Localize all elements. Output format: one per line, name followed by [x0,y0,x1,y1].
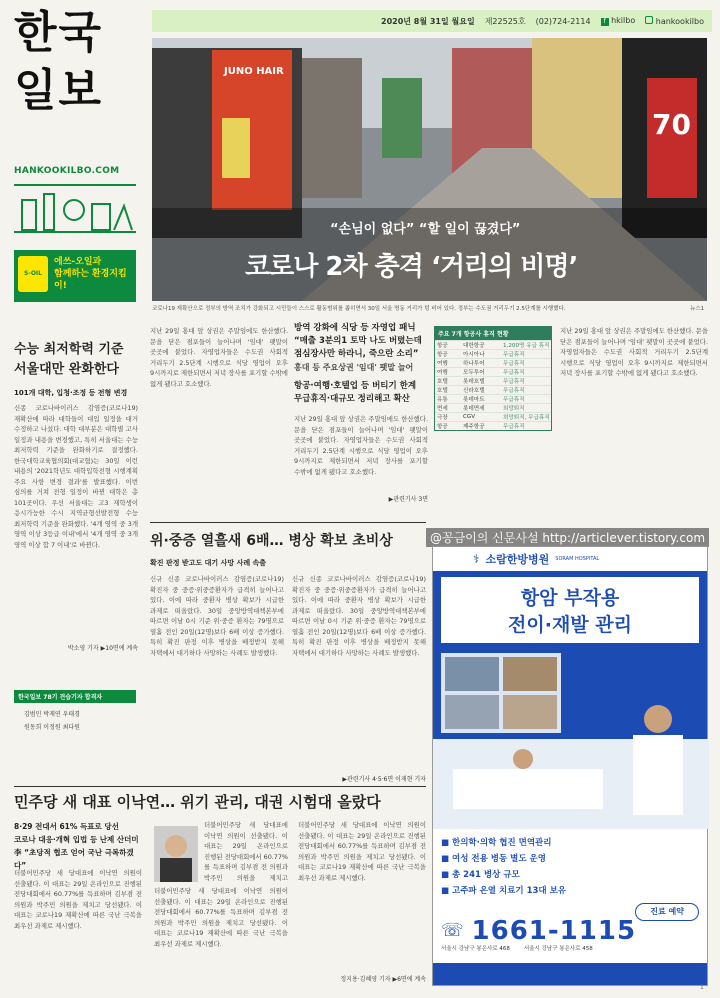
table-cell: 1,200명 유급 휴직 [503,343,550,349]
table-cell: 무급휴직 [503,352,525,358]
sb-line2: “매출 3분의1 토막 나도 버텼는데 [294,336,422,346]
sb-title[interactable]: 방역 강화에 식당 등 자영업 패닉 [294,323,416,333]
hospital-h1: 항암 부작용 [520,587,620,609]
table-cell: 무급휴직 [503,388,525,394]
table-cell: CGV [463,414,476,420]
dateline-bar [152,10,712,32]
photo-caption-text: 코로나19 재확산으로 정부의 방역 조치가 강화되고 시민들이 스스로 활동범위를 좁히면서 30일 서울 명동 거리가 텅 비어 있다. 정부는 수도권 거리두기 2.5단계를 시행했다. [152,306,566,312]
table-cell: 모두투어 [463,370,485,376]
hospital-name: 소람한방병원 [485,553,550,566]
byline-text: 박소영 기자 [67,645,99,652]
facebook-icon: f [601,18,609,26]
icu-byline-text: 이재현 기자 [395,776,426,783]
feature-4: ■ 고주파 온열 치료기 13대 보유 [441,886,566,896]
dem-byline [298,974,426,983]
column-right-body: 지난 29일 홍대 앞 상권은 주말임에도 한산했다. 문을 닫은 점포들이 늘어나며 '임대' 팻말이 곳곳에 붙었다. 자영업자들은 수도권 사회적 거리두기 2.5단계 시행으로 식당 영업이 오후 9시까지로 제한되면서 저녁 장사를 포기할 수밖에 없게 됐다고 호소했다. [560,327,708,377]
masthead-illustration [14,184,136,239]
icu-columns [150,574,426,774]
feature-3-text: 총 241 병상 규모 [452,870,520,880]
divider [150,522,426,523]
table-row [435,349,551,358]
phone-number: (02)724-2114 [535,16,591,26]
feature-2: ■ 여성 전용 병동 별도 운영 [441,854,546,864]
hospital-name-en: SORAM HOSPITAL [555,556,600,562]
hospital-headline [441,577,699,643]
table-cell: 여행 [437,361,448,367]
table-cell: 대한항공 [463,343,485,349]
blog-watermark: @꽁금이의 신문사설 http://articlever.tistory.com [426,528,709,547]
sb-line6: 무급휴직·대규모 정리해고 확산 [294,394,410,404]
table-cell: 무급휴직 [503,397,525,403]
icu-more: ▶관련기사 4·5·6면 [342,776,394,783]
phone-icon: ☏ [441,920,464,941]
hospital-logo-icon: ⚕ [473,552,480,566]
dem-more: ▶6면에 계속 [392,976,426,983]
table-cell: 면세 [437,406,448,412]
table-cell: 무급휴직 [503,424,525,430]
sb-body: 지난 29일 홍대 앞 상권은 주말임에도 한산했다. 문을 닫은 점포들이 늘어나며 '임대' 팻말이 곳곳에 붙었다. 자영업자들은 수도권 사회적 거리두기 2.5단계 시행으로 식당 영업이 오후 9시까지로 제한되면서 저녁 장사를 포기할 수밖에 없게 됐다고 호소했다. [294,415,428,476]
facebook-link[interactable] [601,16,636,26]
article-small-business [294,322,428,503]
table-cell: 호텔 [437,388,448,394]
table-cell: 극장 [437,415,448,421]
article-icu [150,530,426,783]
article-subtitle: 101개 대학, 입청·조정 등 전형 변경 [14,389,128,397]
table-row [435,367,551,376]
table-cell: 항공 [437,343,448,349]
dem-byline-text: 정지용·김혜영 기자 [340,976,391,983]
icu-title[interactable]: 위·중증 열흘새 6배… 병상 확보 초비상 [150,533,393,549]
soil-ad-line2: 함께하는 환경지킴이! [54,269,127,291]
table-cell: 하나투어 [463,361,485,367]
table-row [435,412,551,421]
table-row [435,376,551,385]
divider-bottom [14,786,426,787]
instagram-icon [645,16,653,24]
masthead-logo [14,8,136,116]
article-title-line2[interactable]: 서울대만 완화한다 [14,362,119,377]
dem-sub3: 李 “초당적 협조 얻어 국난 극복하겠다” [14,848,134,870]
sb-line4: 홍대 등 주요상권 '임대' 팻말 늘어 [294,363,414,372]
table-row [435,385,551,394]
phone-row [441,916,699,946]
dem-body-2: 더불어민주당 새 당대표에 이낙연 의원이 선출됐다. 이 대표는 29일 온라인으로 진행된 전당대회에서 60.77%를 득표하며 김부겸 전 의원과 박주민 의원을 제치고 당선됐다. 이 대표는 코로나19 재확산에 따른 국난 극복을 최우선 과제로 제시했다. [154,887,288,948]
table-cell: 제주항공 [463,424,485,430]
table-cell: 항공 [437,352,448,358]
address-1: 서울시 강남구 봉은사로 468 [441,946,510,952]
main-headline: 코로나 2차 충격 ‘거리의 비명’ [245,252,578,282]
table-cell: 무급휴직 [503,361,525,367]
hospital-brand-bar [433,547,707,571]
issue-number: 제22525호 [484,16,526,26]
instagram-link[interactable] [645,16,704,26]
table-cell: 희망퇴직 [503,406,525,412]
facebook-handle: hkilbo [611,16,636,25]
table-cell: 호텔 [437,379,448,385]
hospital-phone[interactable]: 1661-1115 [471,916,637,946]
sale-sign: 70 [652,108,691,141]
soil-ad-line1: 에쓰-오일과 [54,257,102,267]
article-byline [14,643,138,652]
photo-quote: “손님이 없다” “할 일이 끊겼다” [330,222,521,237]
table-cell: 항공 [437,424,448,430]
dem-title[interactable]: 민주당 새 대표 이낙연… 위기 관리, 대권 시험대 올랐다 [14,793,381,811]
table-cell: 여행 [437,370,448,376]
masthead-line1: 한국 [14,7,104,58]
address-2: 서울시 강남구 봉은사로 458 [523,946,593,952]
table-row [435,421,551,430]
table-row [435,394,551,403]
table-title: 주요 7개 항공사 휴직 현황 [435,327,551,340]
icu-body-1: 신규 신종 코로나바이러스 감염증(코로나19) 확진자 중 중증·위중증환자가 급격히 늘어나고 있다. 이에 따라 중환자 병상 확보가 시급한 과제로 떠올랐다. 30일 중앙방역대책본부에 따르면 이날 0시 기준 위·중증 환자는 79명으로 열흘 전인 20일(12명)보다 6배 이상 증가했다. 특히 확진 판정 이후 병상을 배정받지 못해 자택에서 대기하다 사망하는 사례도 발생했다. [150,575,284,657]
feature-1: ■ 한의학·의학 협진 면역관리 [441,838,552,848]
hospital-h2: 전이·재발 관리 [508,614,632,636]
reserve-button[interactable]: 진료 예약 [635,903,699,921]
table-cell: 유통 [437,397,448,403]
page-number: 1 [700,984,704,991]
hospital-ad[interactable] [432,546,708,986]
table-row [435,340,551,349]
hospital-features [433,829,707,963]
layoff-table [434,326,552,431]
photo-credit: 뉴스1 [690,306,705,312]
dem-body-4: 더불어민주당 새 당대표에 이낙연 의원이 선출됐다. 이 대표는 29일 온라인으로 진행된 전당대회에서 60.77%를 득표하며 김부겸 전 의원과 박주민 의원을 제치고 당선됐다. 이 대표는 코로나19 재확산에 따른 국난 극복을 최우선 과제로 제시했다. [298,821,426,882]
soil-ad[interactable] [14,250,136,302]
column-mid-body: 지난 29일 홍대 앞 상권은 주말임에도 한산했다. 문을 닫은 점포들이 늘어나며 '임대' 팻말이 곳곳에 붙었다. 자영업자들은 수도권 사회적 거리두기 2.5단계 시행으로 식당 영업이 오후 9시까지로 제한되면서 저녁 장사를 포기할 수밖에 없게 됐다고 호소했다. [150,327,288,388]
table-cell: 롯데면세 [463,406,485,412]
sb-line3: 점심장사만 하라니, 죽으란 소리” [294,349,419,359]
site-url[interactable]: HANKOOKILBO.COM [14,166,120,176]
feature-3: ■ 총 241 병상 규모 [441,870,520,880]
table-cell: 신라호텔 [463,388,485,394]
dem-sub2: 코로나 대응·개혁 입법 등 난제 산더미 [14,835,139,844]
photo-caption [152,304,707,312]
dem-sub1: 8·29 전대서 61% 득표로 당선 [14,822,119,831]
soil-logo: S-OIL [18,256,48,292]
icu-subtitle: 확진 판정 받고도 대기 사망 사례 속출 [150,559,267,567]
icu-body-2: 신규 신종 코로나바이러스 감염증(코로나19) 확진자 중 중증·위중증환자가 급격히 늘어나고 있다. 이에 따라 중환자 병상 확보가 시급한 과제로 떠올랐다. 30일 중앙방역대책본부에 따르면 이날 0시 기준 위·중증 환자는 79명으로 열흘 전인 20일(12명)보다 6배 이상 증가했다. 특히 확진 판정 이후 병상을 배정받지 못해 자택에서 대기하다 사망하는 사례도 발생했다. [292,575,426,657]
issue-date: 2020년 8월 31일 월요일 [381,16,475,26]
dem-body-3: 더불어민주당 새 당대표에 이낙연 의원이 선출됐다. 이 대표는 29일 온라인으로 진행된 전당대회에서 60.77%를 득표하며 김부겸 전 의원과 박주민 의원을 제치고 [204,821,288,882]
portrait-photo [154,826,198,882]
sb-line5: 항공·여행·호텔업 등 버티기 한계 [294,381,417,391]
table-rows [435,340,551,430]
table-cell: 무급휴직 [503,370,525,376]
icu-byline [150,774,426,783]
table-cell: 아시아나 [463,352,485,358]
feature-1-text: 한의학·의학 협진 면역관리 [452,838,552,848]
city-illustration-icon [14,186,136,241]
table-row [435,358,551,367]
table-cell: 희망퇴직, 무급휴직 [503,415,550,421]
trainee-names-1: 김범민 박재연 우태경 [24,711,80,718]
trainee-title: 한국일보 78기 견습기자 합격자 [14,690,136,703]
table-cell: 무급휴직 [503,379,525,385]
trainee-box [14,690,136,733]
feature-2-text: 여성 전용 병동 별도 운영 [452,854,546,864]
article-csat [14,340,138,652]
continued-marker: ▶10면에 계속 [100,645,138,652]
trainee-names-2: 원동희 이정원 최다원 [24,724,80,731]
table-cell: 롯데호텔 [463,379,485,385]
table-row [435,403,551,412]
sb-more: ▶관련기사 3면 [388,496,428,503]
masthead-line2: 일보 [14,65,104,116]
store-sign: JUNO HAIR [224,66,284,77]
feature-4-text: 고주파 온열 치료기 13대 보유 [452,886,566,896]
dem-body-1: 더불어민주당 새 당대표에 이낙연 의원이 선출됐다. 이 대표는 29일 온라인으로 진행된 전당대회에서 60.77%를 득표하며 김부겸 전 의원과 박주민 의원을 제치고 당선됐다. 이 대표는 코로나19 재확산에 따른 국난 극복을 최우선 과제로 제시했다. [14,869,142,930]
instagram-handle: hankookilbo [655,17,704,26]
hospital-photo [433,649,709,829]
article-democrats [14,790,426,983]
hospital-address [441,941,699,957]
article-body: 신종 코로나바이러스 감염증(코로나19) 재확산에 따라 대학들이 대입 일정을 대거 수정하고 나섰다. 대학 대부분은 대학별 고사 일정과 내용을 변경했고, 특히 서울대는 수능 최저학력 기준을 완화하기로 결정했다. 한국대학교육협의회(대교협)는 30일 이런 내용의 '2021학년도 대학입학전형 시행계획 주요 사항 변경 결과'를 발표했다. 이번 심의를 거쳐 전형 일정이 바뀐 대학은 총 101곳이다. 우선 서울대는 고3 재학생이 응시가능한 수시 지역균형선발전형 수능 최저학력 기준을 완화했다. '4개 영역 중 3개 영역 이상 3등급 이내'에서 '4개 영역 중 3개 영역 이상 합 7 이내'로 바뀐다. [14,404,138,549]
article-title-line1[interactable]: 수능 최저학력 기준 [14,342,124,357]
table-cell: 롯데마트 [463,397,485,403]
